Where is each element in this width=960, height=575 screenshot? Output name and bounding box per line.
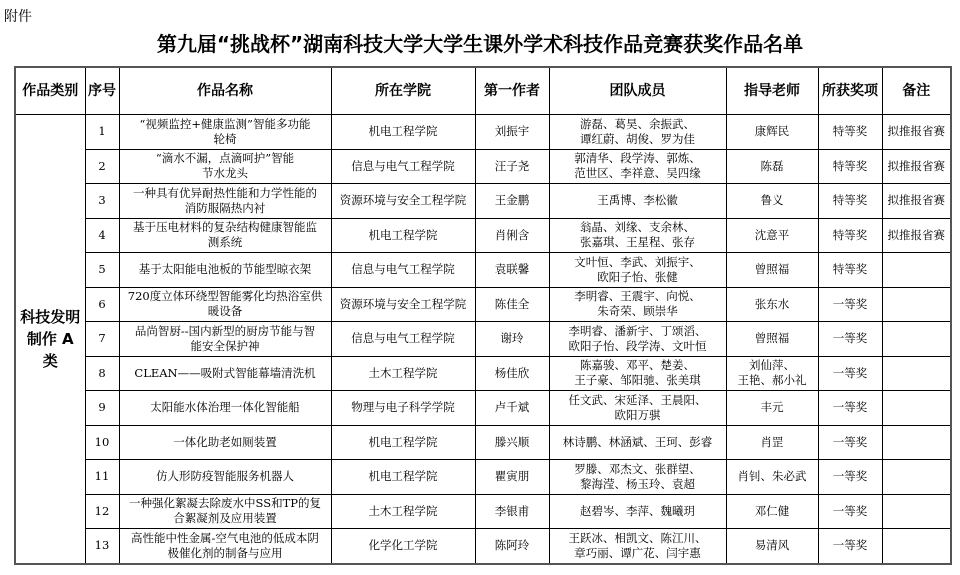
seq-cell: 3 bbox=[85, 184, 119, 219]
header-name: 作品名称 bbox=[119, 67, 331, 115]
author-cell: 滕兴顺 bbox=[475, 425, 549, 460]
name-cell: “视频监控+健康监测”智能多功能 轮椅 bbox=[119, 115, 331, 150]
header-teacher: 指导老师 bbox=[726, 67, 818, 115]
team-cell: 任文武、宋延泽、王晨阳、 欧阳万骐 bbox=[549, 391, 726, 426]
teacher-cell: 肖罡 bbox=[726, 425, 818, 460]
teacher-cell: 刘仙萍、 王艳、郝小礼 bbox=[726, 356, 818, 391]
award-cell: 一等奖 bbox=[818, 529, 882, 564]
name-cell: 720度立体环绕型智能雾化均热浴室供 暖设备 bbox=[119, 287, 331, 322]
college-cell: 土木工程学院 bbox=[331, 494, 475, 529]
author-cell: 袁联馨 bbox=[475, 253, 549, 288]
college-cell: 资源环境与安全工程学院 bbox=[331, 184, 475, 219]
college-cell: 资源环境与安全工程学院 bbox=[331, 287, 475, 322]
name-cell: 一体化助老如厕装置 bbox=[119, 425, 331, 460]
award-cell: 一等奖 bbox=[818, 494, 882, 529]
name-cell: 太阳能水体治理一体化智能船 bbox=[119, 391, 331, 426]
team-cell: 李明睿、潘新宇、丁颂滔、 欧阳子怡、段学涛、文叶恒 bbox=[549, 322, 726, 357]
seq-cell: 5 bbox=[85, 253, 119, 288]
name-cell: 基于压电材料的复杂结构健康智能监 测系统 bbox=[119, 218, 331, 253]
note-cell bbox=[882, 494, 951, 529]
note-cell: 拟推报省赛 bbox=[882, 115, 951, 150]
table-row bbox=[15, 287, 951, 322]
author-cell: 李银甫 bbox=[475, 494, 549, 529]
author-cell: 瞿寅朋 bbox=[475, 460, 549, 495]
header-row bbox=[15, 67, 951, 115]
note-cell bbox=[882, 460, 951, 495]
header-first-author: 第一作者 bbox=[475, 67, 549, 115]
table-row bbox=[15, 322, 951, 357]
team-cell: 翁晶、刘缘、支余林、 张嘉琪、王星程、张存 bbox=[549, 218, 726, 253]
note-cell bbox=[882, 253, 951, 288]
teacher-cell: 易清风 bbox=[726, 529, 818, 564]
award-cell: 一等奖 bbox=[818, 356, 882, 391]
award-cell: 一等奖 bbox=[818, 287, 882, 322]
name-cell: 一种具有优异耐热性能和力学性能的 消防服隔热内衬 bbox=[119, 184, 331, 219]
team-cell: 罗滕、邓杰文、张群望、 黎海滢、杨玉玲、袁超 bbox=[549, 460, 726, 495]
page-title: 第九届“挑战杯”湖南科技大学大学生课外学术科技作品竞赛获奖作品名单 bbox=[156, 32, 804, 56]
teacher-cell: 康辉民 bbox=[726, 115, 818, 150]
team-cell: 陈嘉骏、邓平、楚姜、 王子豪、邹阳驰、张美琪 bbox=[549, 356, 726, 391]
author-cell: 谢玲 bbox=[475, 322, 549, 357]
note-cell bbox=[882, 287, 951, 322]
teacher-cell: 曾照福 bbox=[726, 253, 818, 288]
seq-cell: 9 bbox=[85, 391, 119, 426]
seq-cell: 11 bbox=[85, 460, 119, 495]
note-cell: 拟推报省赛 bbox=[882, 184, 951, 219]
header-college: 所在学院 bbox=[331, 67, 475, 115]
college-cell: 土木工程学院 bbox=[331, 356, 475, 391]
seq-cell: 2 bbox=[85, 149, 119, 184]
table-row bbox=[15, 425, 951, 460]
seq-cell: 12 bbox=[85, 494, 119, 529]
college-cell: 机电工程学院 bbox=[331, 425, 475, 460]
team-cell: 林诗鹏、林涵斌、王珂、彭睿 bbox=[549, 425, 726, 460]
table-row bbox=[15, 184, 951, 219]
name-cell: 高性能中性金属-空气电池的低成本阴 极催化剂的制备与应用 bbox=[119, 529, 331, 564]
team-cell: 李明睿、王震宇、向悦、 朱奇荣、顾崇华 bbox=[549, 287, 726, 322]
header-category: 作品类别 bbox=[15, 67, 85, 115]
award-cell: 一等奖 bbox=[818, 460, 882, 495]
college-cell: 信息与电气工程学院 bbox=[331, 149, 475, 184]
note-cell bbox=[882, 356, 951, 391]
seq-cell: 1 bbox=[85, 115, 119, 150]
table-row bbox=[15, 494, 951, 529]
award-cell: 特等奖 bbox=[818, 184, 882, 219]
note-cell: 拟推报省赛 bbox=[882, 149, 951, 184]
award-cell: 一等奖 bbox=[818, 425, 882, 460]
author-cell: 肖俐含 bbox=[475, 218, 549, 253]
team-cell: 郭清华、段学涛、郭炼、 范世区、李祥意、吴四缘 bbox=[549, 149, 726, 184]
award-cell: 特等奖 bbox=[818, 218, 882, 253]
seq-cell: 6 bbox=[85, 287, 119, 322]
teacher-cell: 邓仁健 bbox=[726, 494, 818, 529]
college-cell: 信息与电气工程学院 bbox=[331, 322, 475, 357]
team-cell: 王跃冰、相凯文、陈江川、 章巧丽、谭广花、闫宇惠 bbox=[549, 529, 726, 564]
teacher-cell: 张东水 bbox=[726, 287, 818, 322]
seq-cell: 10 bbox=[85, 425, 119, 460]
college-cell: 机电工程学院 bbox=[331, 218, 475, 253]
college-cell: 物理与电子科学学院 bbox=[331, 391, 475, 426]
teacher-cell: 丰元 bbox=[726, 391, 818, 426]
table-row bbox=[15, 149, 951, 184]
table-row bbox=[15, 218, 951, 253]
name-cell: “滴水不漏，点滴呵护”智能 节水龙头 bbox=[119, 149, 331, 184]
note-cell bbox=[882, 322, 951, 357]
category-cell: 科技发明 制作 A 类 bbox=[15, 115, 85, 564]
header-team: 团队成员 bbox=[549, 67, 726, 115]
teacher-cell: 曾照福 bbox=[726, 322, 818, 357]
name-cell: 基于太阳能电池板的节能型晾衣架 bbox=[119, 253, 331, 288]
header-note: 备注 bbox=[882, 67, 951, 115]
table-row bbox=[15, 529, 951, 564]
seq-cell: 4 bbox=[85, 218, 119, 253]
header-seq: 序号 bbox=[85, 67, 119, 115]
name-cell: CLEAN——吸附式智能幕墙清洗机 bbox=[119, 356, 331, 391]
award-cell: 特等奖 bbox=[818, 253, 882, 288]
award-cell: 特等奖 bbox=[818, 149, 882, 184]
author-cell: 王金鹏 bbox=[475, 184, 549, 219]
author-cell: 卢千斌 bbox=[475, 391, 549, 426]
table-row bbox=[15, 460, 951, 495]
note-cell bbox=[882, 425, 951, 460]
college-cell: 信息与电气工程学院 bbox=[331, 253, 475, 288]
name-cell: 仿人形防疫智能服务机器人 bbox=[119, 460, 331, 495]
college-cell: 机电工程学院 bbox=[331, 115, 475, 150]
team-cell: 游磊、葛昊、余振武、 谭红蔚、胡俊、罗为佳 bbox=[549, 115, 726, 150]
note-cell: 拟推报省赛 bbox=[882, 218, 951, 253]
college-cell: 机电工程学院 bbox=[331, 460, 475, 495]
table-row bbox=[15, 391, 951, 426]
award-table bbox=[14, 66, 952, 565]
author-cell: 汪子尧 bbox=[475, 149, 549, 184]
team-cell: 赵碧岑、李萍、魏曦玥 bbox=[549, 494, 726, 529]
note-cell bbox=[882, 391, 951, 426]
seq-cell: 8 bbox=[85, 356, 119, 391]
teacher-cell: 陈磊 bbox=[726, 149, 818, 184]
table-row bbox=[15, 356, 951, 391]
attachment-label: 附件 bbox=[4, 9, 32, 25]
teacher-cell: 沈意平 bbox=[726, 218, 818, 253]
name-cell: 品尚智厨--国内新型的厨房节能与智 能安全保护神 bbox=[119, 322, 331, 357]
table-row bbox=[15, 253, 951, 288]
teacher-cell: 鲁义 bbox=[726, 184, 818, 219]
author-cell: 陈佳全 bbox=[475, 287, 549, 322]
teacher-cell: 肖钊、朱必武 bbox=[726, 460, 818, 495]
award-cell: 一等奖 bbox=[818, 322, 882, 357]
note-cell bbox=[882, 529, 951, 564]
award-cell: 一等奖 bbox=[818, 391, 882, 426]
table-row bbox=[15, 115, 951, 150]
team-cell: 王禹博、李松徽 bbox=[549, 184, 726, 219]
seq-cell: 7 bbox=[85, 322, 119, 357]
author-cell: 刘振宇 bbox=[475, 115, 549, 150]
author-cell: 陈阿玲 bbox=[475, 529, 549, 564]
award-cell: 特等奖 bbox=[818, 115, 882, 150]
author-cell: 杨佳欣 bbox=[475, 356, 549, 391]
header-award: 所获奖项 bbox=[818, 67, 882, 115]
name-cell: 一种强化絮凝去除废水中SS和TP的复 合絮凝剂及应用装置 bbox=[119, 494, 331, 529]
team-cell: 文叶恒、李武、刘振宇、 欧阳子怡、张健 bbox=[549, 253, 726, 288]
college-cell: 化学化工学院 bbox=[331, 529, 475, 564]
seq-cell: 13 bbox=[85, 529, 119, 564]
